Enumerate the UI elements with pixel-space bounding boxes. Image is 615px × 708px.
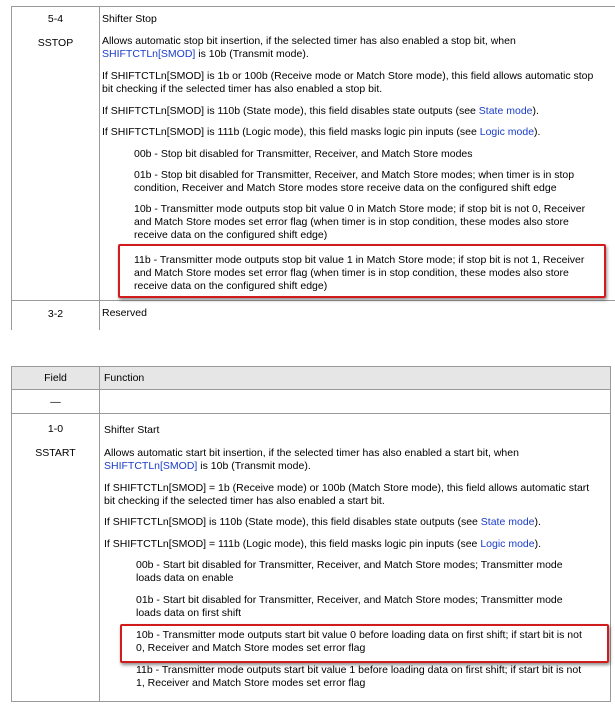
bits-label: 1-0 — [47, 423, 64, 435]
column-divider — [99, 367, 100, 701]
desc-line: If SHIFTCTLn[SMOD] is 110b (State mode), this field disables state outputs (see State mode). — [102, 105, 539, 117]
desc-line: Allows automatic stop bit insertion, if the selected timer has also enabled a stop bit, when — [102, 35, 516, 47]
field-title: Shifter Stop — [102, 13, 157, 25]
option-00: loads data on enable — [136, 572, 234, 584]
desc-line: SHIFTCTLn[SMOD] is 10b (Transmit mode). — [104, 460, 311, 472]
desc-line: SHIFTCTLn[SMOD] is 10b (Transmit mode). — [102, 48, 309, 60]
highlight-box — [120, 624, 609, 663]
smod-link[interactable]: SHIFTCTLn[SMOD] — [104, 460, 198, 472]
option-01: loads data on first shift — [136, 607, 242, 619]
smod-link[interactable]: SHIFTCTLn[SMOD] — [102, 48, 196, 60]
option-01: condition, Receiver and Match Store modes store receive data on the configured shift edge — [134, 182, 557, 194]
desc-line: bit checking if the selected timer has also enabled a stop bit. — [102, 83, 383, 95]
state-mode-link[interactable]: State mode — [480, 516, 535, 528]
desc-line: If SHIFTCTLn[SMOD] = 1b (Receive mode) or 100b (Match Store mode), this field allows automatic start — [104, 482, 590, 494]
row-divider — [12, 413, 610, 414]
desc-line: If SHIFTCTLn[SMOD] is 1b or 100b (Receive mode or Match Store mode), this field allows automatic stop — [102, 70, 594, 82]
field-name: SSTART — [35, 447, 76, 459]
dash-cell: — — [50, 396, 61, 408]
option-01: 01b - Start bit disabled for Transmitter, Receiver, and Match Store modes; Transmitter mode — [136, 594, 563, 606]
table-header — [12, 367, 610, 389]
option-10: and Match Store modes set error flag (when timer is in stop condition, these modes also store — [134, 216, 569, 228]
column-divider — [99, 7, 100, 330]
desc-line: bit checking if the selected timer has also enabled a start bit. — [104, 495, 385, 507]
bits-label: 5-4 — [47, 13, 64, 25]
option-11: and Match Store modes set error flag (when timer is in stop condition, these modes also store — [134, 267, 569, 279]
row-divider — [12, 300, 615, 301]
logic-mode-link[interactable]: Logic mode — [479, 126, 535, 138]
option-11: 11b - Transmitter mode outputs start bit value 1 before loading data on first shift; if start bit is not — [136, 664, 582, 676]
option-10: 10b - Transmitter mode outputs stop bit value 0 in Match Store mode; if stop bit is not 0, Receiver — [134, 203, 586, 215]
option-10: receive data on the configured shift edge) — [134, 229, 328, 241]
field-name: SSTOP — [37, 37, 74, 49]
option-00: 00b - Stop bit disabled for Transmitter, Receiver, and Match Store modes — [134, 148, 473, 160]
field-title: Shifter Start — [104, 424, 160, 436]
option-10: 10b - Transmitter mode outputs start bit value 0 before loading data on first shift; if start bit is not — [136, 629, 582, 641]
logic-mode-link[interactable]: Logic mode — [480, 538, 535, 550]
option-11: 1, Receiver and Match Store modes set error flag — [136, 677, 366, 689]
desc-line: If SHIFTCTLn[SMOD] = 111b (Logic mode), this field masks logic pin inputs (see Logic mode). — [104, 538, 542, 550]
highlight-box — [118, 244, 606, 298]
option-11: receive data on the configured shift edge) — [134, 280, 328, 292]
option-10: 0, Receiver and Match Store modes set error flag — [136, 642, 366, 654]
header-function: Function — [104, 372, 145, 384]
option-11: 11b - Transmitter mode outputs stop bit value 1 in Match Store mode; if stop bit is not 1, Receiver — [134, 254, 585, 266]
option-01: 01b - Stop bit disabled for Transmitter, Receiver, and Match Store modes; when timer is in stop — [134, 169, 575, 181]
reserved-label: Reserved — [102, 307, 147, 319]
state-mode-link[interactable]: State mode — [478, 105, 533, 117]
option-00: 00b - Start bit disabled for Transmitter, Receiver, and Match Store modes; Transmitter mode — [136, 559, 563, 571]
reserved-bits: 3-2 — [47, 308, 64, 320]
row-divider — [12, 389, 610, 390]
desc-line: If SHIFTCTLn[SMOD] is 110b (State mode), this field disables state outputs (see State mode). — [104, 516, 541, 528]
desc-line: If SHIFTCTLn[SMOD] is 111b (Logic mode), this field masks logic pin inputs (see Logic mode). — [102, 126, 541, 138]
header-field: Field — [44, 372, 67, 384]
desc-line: Allows automatic start bit insertion, if the selected timer has also enabled a start bit, when — [104, 447, 519, 459]
